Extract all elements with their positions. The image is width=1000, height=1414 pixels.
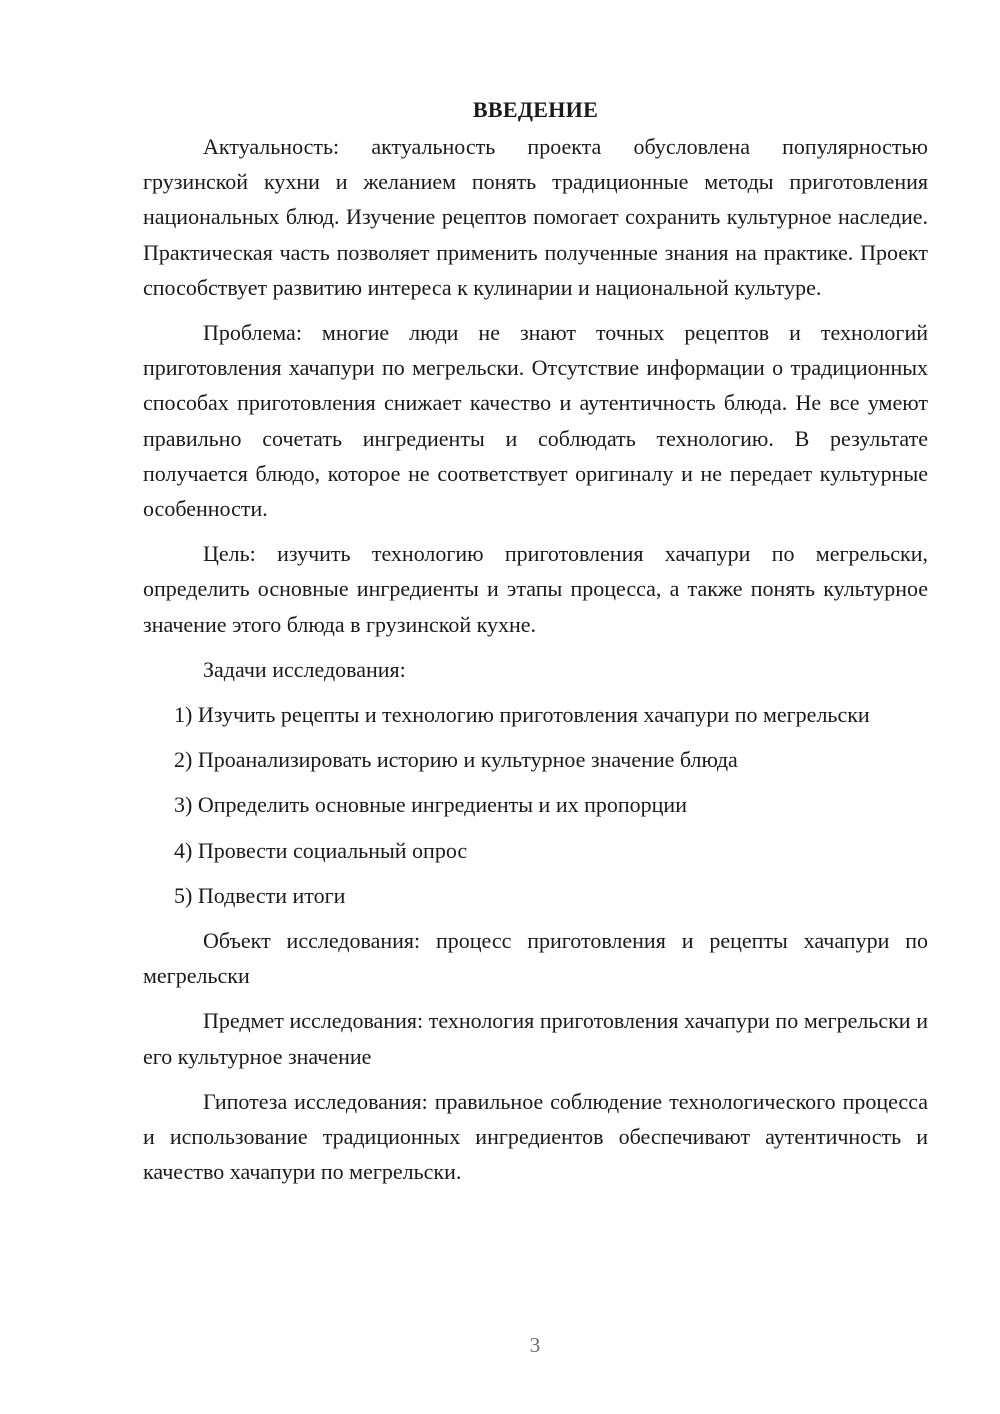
- section-title: ВВЕДЕНИЕ: [472, 97, 599, 122]
- task-item-3: 3) Определить основные ингредиенты и их пропорции: [174, 792, 687, 818]
- task-item-4: 4) Провести социальный опрос: [174, 837, 468, 863]
- page-number: 3: [529, 1333, 541, 1357]
- relevance-paragraph: Актуальность: актуальность проекта обусловлена популярностью грузинской кухни и желанием понять традиционные методы приготовления национальных блюд. Изучение рецептов помогает сохранить культурное наследие. Практическая часть позволяет применить полученные знания на практике. Проект способствует развитию интереса к кулинарии и национальной культуре.: [143, 134, 928, 300]
- subject-paragraph: Предмет исследования: технология приготовления хачапури по мегрельски и его культурное значение: [143, 1008, 928, 1069]
- tasks-heading: Задачи исследования:: [203, 656, 406, 682]
- task-item-1: 1) Изучить рецепты и технологию приготовления хачапури по мегрельски: [174, 702, 870, 728]
- hypothesis-paragraph: Гипотеза исследования: правильное соблюдение технологического процесса и использование традиционных ингредиентов обеспечивают аутентичность и качество хачапури по мегрельски.: [143, 1088, 928, 1185]
- tasks-list: [143, 697, 928, 913]
- task-item-2: 2) Проанализировать историю и культурное значение блюда: [174, 747, 738, 773]
- task-item-5: 5) Подвести итоги: [174, 882, 346, 908]
- object-paragraph: Объект исследования: процесс приготовления и рецепты хачапури по мегрельски: [143, 928, 928, 989]
- document-page: [143, 92, 928, 1189]
- problem-paragraph: Проблема: многие люди не знают точных рецептов и технологий приготовления хачапури по мегрельски. Отсутствие информации о традиционных способах приготовления снижает качество и аутентичность блюда. Не все умеют правильно сочетать ингредиенты и соблюдать технологию. В результате получается блюдо, которое не соответствует оригиналу и не передает культурные особенности.: [143, 320, 928, 522]
- goal-paragraph: Цель: изучить технологию приготовления хачапури по мегрельски, определить основные ингредиенты и этапы процесса, а также понять культурное значение этого блюда в грузинской кухне.: [143, 541, 928, 637]
